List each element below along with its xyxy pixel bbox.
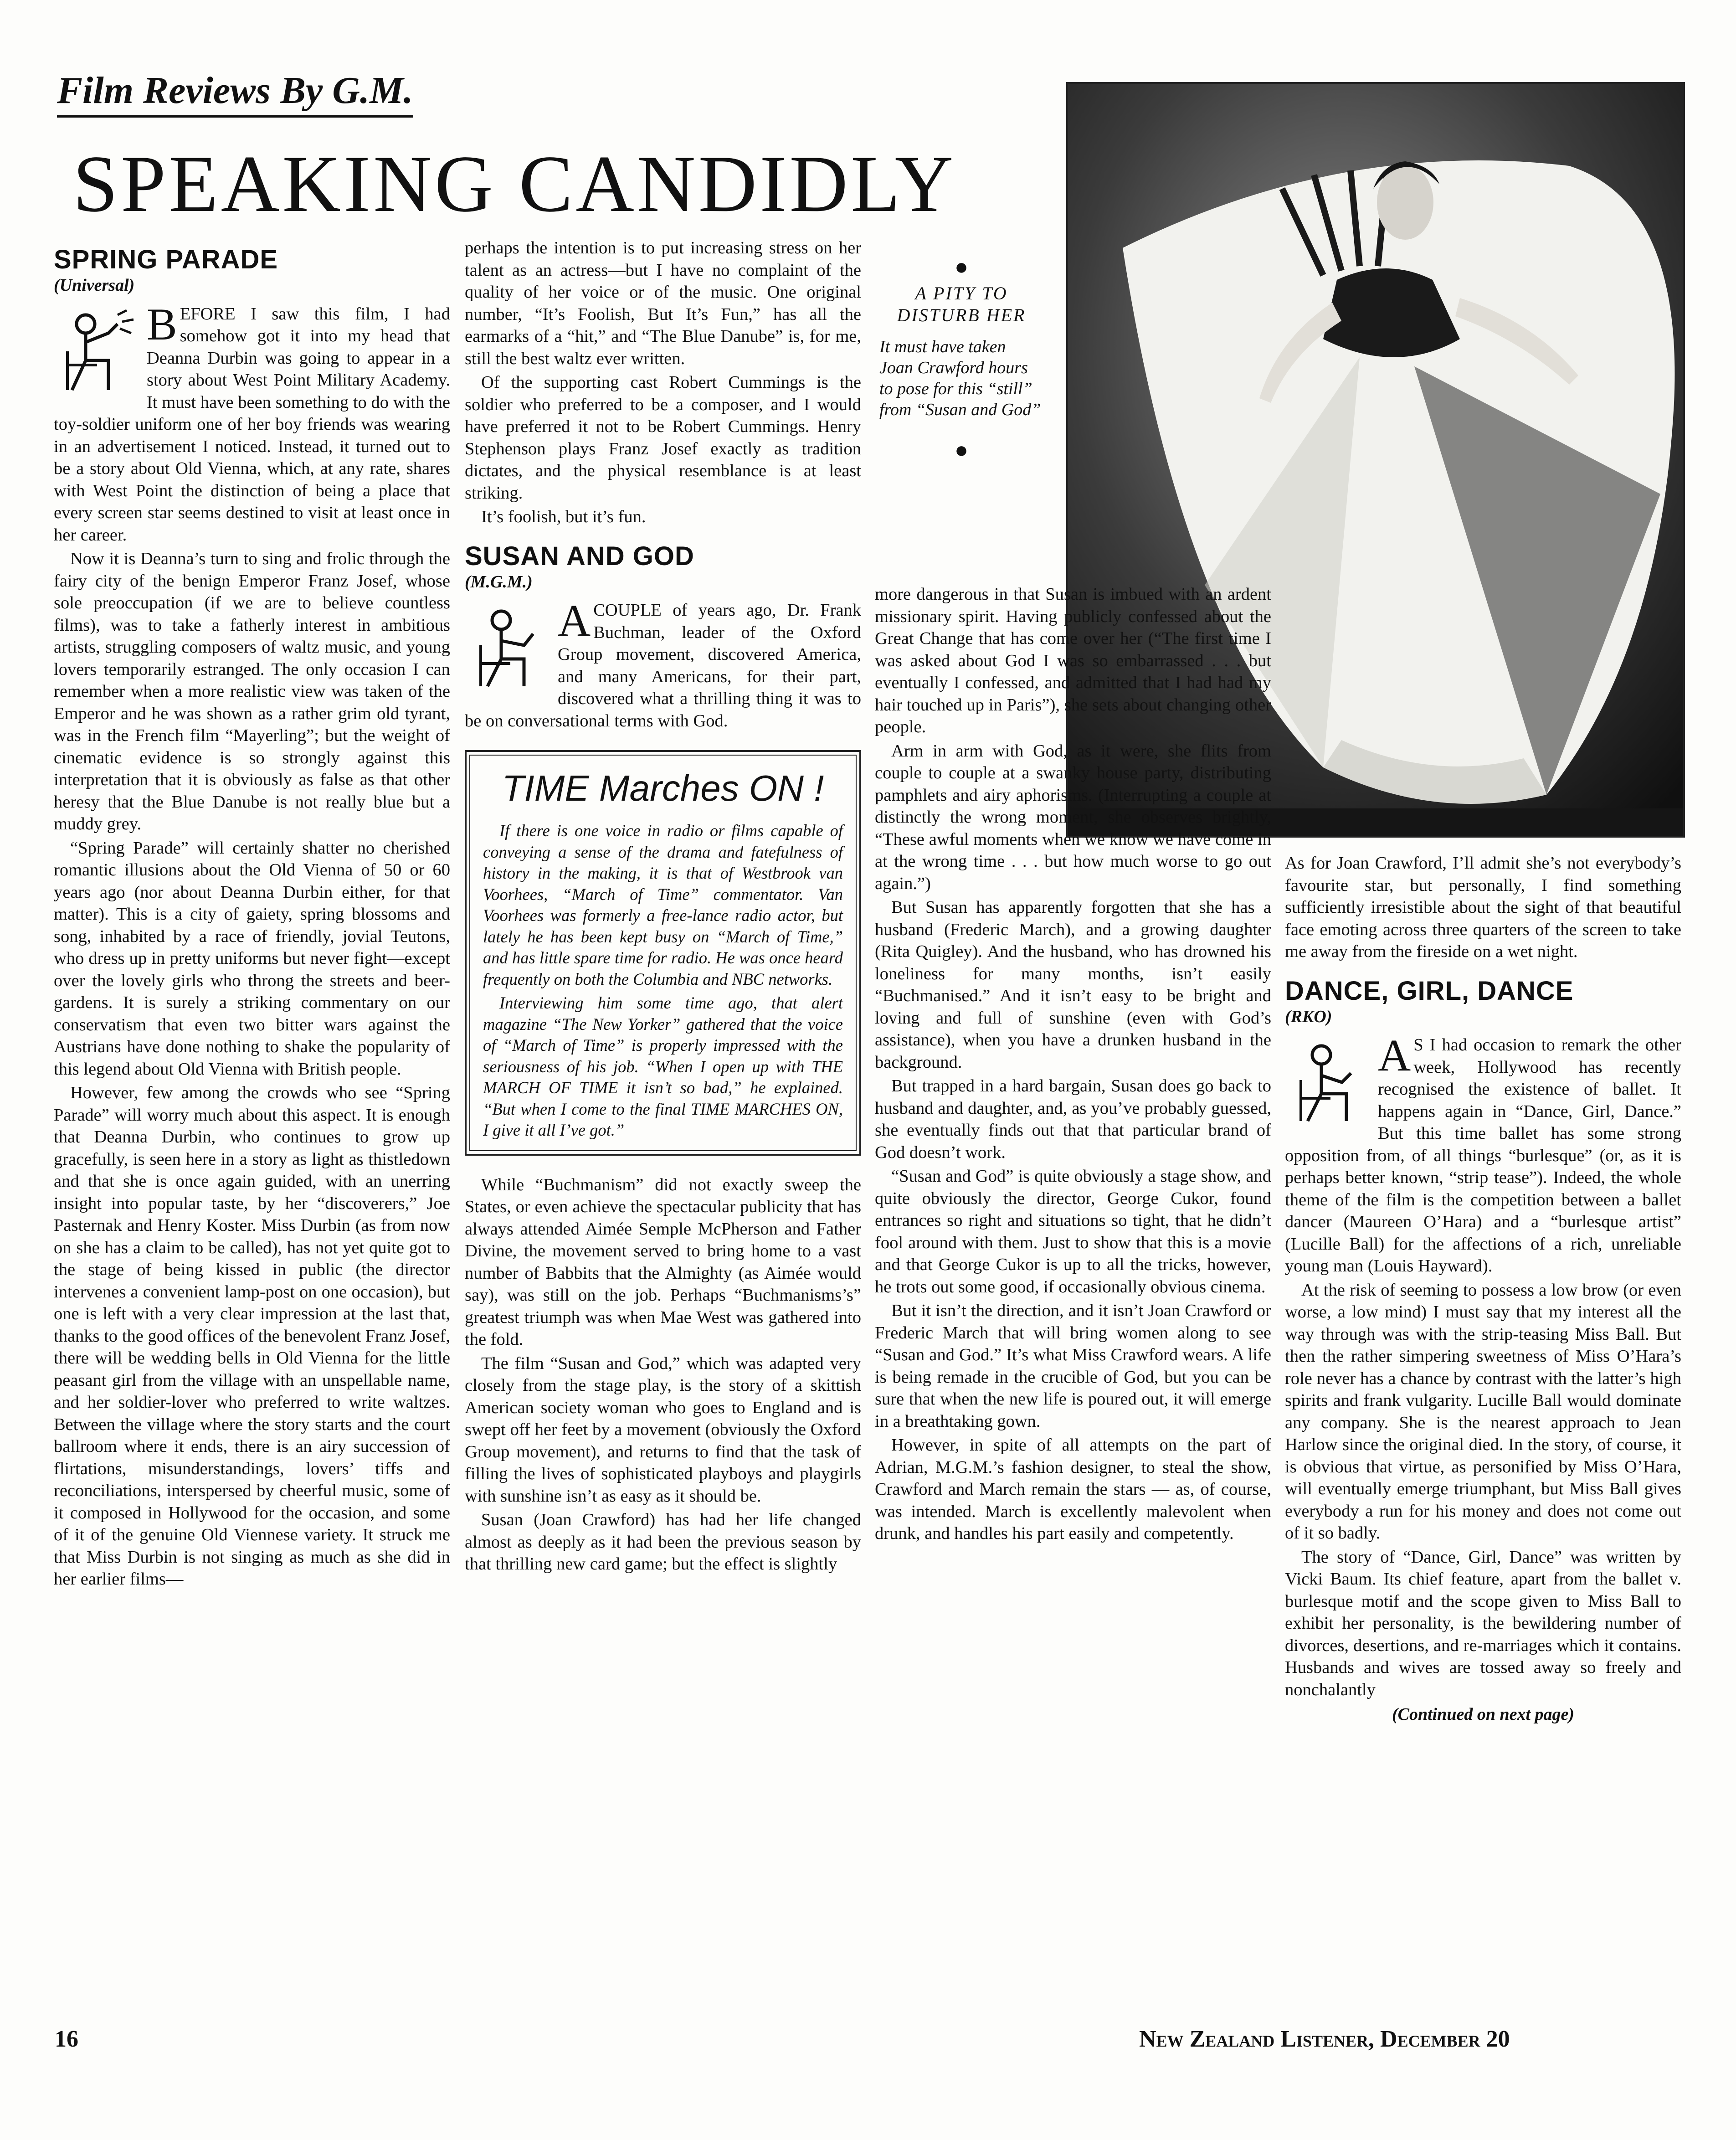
spring-parade-p5: perhaps the intention is to put increasing stress on her talent as an actress—but I have no complaint of the quality of her voice or of the music. One original number, “It’s Foolish, But It’s Fun,” has all the earmarks of a “hit,” and “The Blue Danube” is, for me, still the best waltz ever written. — [465, 238, 861, 368]
column-1 — [54, 237, 450, 2005]
dance-girl-dance-title: DANCE, GIRL, DANCE — [1285, 976, 1574, 1006]
seated-reviewer-icon — [54, 306, 140, 397]
time-marches-on-box — [465, 750, 861, 1156]
caption-bullet-bottom: ● — [954, 437, 969, 463]
susan-and-god-studio: (M.G.M.) — [465, 572, 533, 592]
spring-parade-p1: EFORE I saw this film, I had somehow got it into my head that Deanna Durbin was going to appear in a story about West Point Military Academy. It must have been something to do with the toy-soldier uniform one of her boy friends was wearing in an advertisement I noticed. Instead, it turned out to be a story about Old Vienna, which, at any rate, shares with West Point the distinction of being a place that every screen star seems destined to visit at least once in her career. — [54, 304, 450, 545]
susan-and-god-p10: But it isn’t the direction, and it isn’t Joan Crawford or Frederic March that will bring women along to see “Susan and God.” It’s what Miss Crawford wears. A life is being remade in the crucible of God, but you can be sure that when the new life is poured out, it will emerge in a breathtaking gown. — [875, 1301, 1271, 1431]
spring-parade-title: SPRING PARADE — [54, 245, 278, 274]
susan-and-god-p5: more dangerous in that Susan is imbued with an ardent missionary spirit. Having publicly confessed about the Great Change that has come over her (“The first time I was asked about God I was so embarrassed . . . but eventually I confessed, and admitted that I had had my hair touched up in Paris”), she sets about changing other people. — [875, 585, 1271, 736]
susan-and-god-p11: However, in spite of all attempts on the part of Adrian, M.G.M.’s fashion designer, to steal the show, Crawford and March remain the stars — as, of course, was intended. March is excellently malevolent when drunk, and handles his part easily and competently. — [875, 1435, 1271, 1543]
spring-parade-p6: Of the supporting cast Robert Cummings is the soldier who preferred to be a composer, and I would have preferred it not to be Robert Cummings. Henry Stephenson plays Franz Josef exactly as tradition dictates, and the physical resemblance is at least striking. — [465, 373, 861, 503]
photo-caption — [879, 255, 1043, 461]
susan-and-god-p12: As for Joan Crawford, I’ll admit she’s not everybody’s favourite star, but personally, I find something sufficiently irresistible about the sight of that beautiful face emoting across three quarters of the screen to take me away from the fireside on a wet night. — [1285, 854, 1681, 961]
seated-writer-icon — [1285, 1037, 1371, 1128]
spring-parade-p4: However, few among the crowds who see “Spring Parade” will worry much about this aspect. It is enough that Deanna Durbin, who continues to grow up gracefully, is seen here in a story as light as thistledown and that she is once again guided, with an unerring insight into popular taste, by her “discoverers,” Joe Pasternak and Henry Koster. Miss Durbin (as from now on she has a claim to be called), has not yet quite got to the stage of being kissed in public (the director intervenes a convenient lamp-post on one occasion), but one is left with a very clear impression at the last that, thanks to the good offices of the benevolent Franz Josef, there will be wedding bells in Old Vienna for the little peasant girl from the village with an unspellable name, and her soldier-lover who preferred to write waltzes. Between the village where the story starts and the court ballroom where it ends, there is an airy succession of flirtations, misunderstandings, lovers’ tiffs and reconciliations, interspersed by cheerful music, some of it composed in Hollywood for the occasion, and some of it of the genuine Old Viennese variety. It struck me that Miss Durbin is not singing as much as she did in her earlier films— — [54, 1083, 450, 1589]
susan-and-god-dropcap: A — [558, 595, 591, 646]
spring-parade-dropcap: B — [147, 298, 177, 350]
caption-title: A PITY TO DISTURB HER — [897, 283, 1026, 325]
susan-and-god-p3: The film “Susan and God,” which was adapted very closely from the stage play, is the story of a skittish American society woman who goes to England and is swept off her feet by a movement (obviously the Oxford Group movement), and returns to find that the task of filling the lives of sophisticated playboys and playgirls with sunshine isn’t as easy as it should be. — [465, 1353, 861, 1506]
time-marches-on-title: TIME Marches ON ! — [502, 768, 824, 808]
susan-and-god-p9: “Susan and God” is quite obviously a stage show, and quite obviously the director, George Cukor, found entrances so right and situations so tight, that he didn’t fool around with them. Just to show that this is a movie and that George Cukor is up to all the tricks, however, he trots out some good, if occasionally obvious cinema. — [875, 1167, 1271, 1296]
time-marches-on-p1: If there is one voice in radio or films capable of conveying a sense of the drama and fatefulness of history in the making, it is that of Westbrook van Voorhees, “March of Time” commentator. Van Voorhees was formerly a free-lance radio actor, but lately he has been kept busy on “March of Time,” and has little spare time for radio. He was once heard frequently on both the Columbia and NBC networks. — [483, 821, 843, 988]
spring-parade-studio: (Universal) — [54, 276, 135, 295]
susan-and-god-title: SUSAN AND GOD — [465, 541, 694, 571]
column-3 — [875, 583, 1271, 2005]
caption-bullet-top: ● — [954, 254, 969, 279]
spring-parade-p7: It’s foolish, but it’s fun. — [481, 507, 646, 526]
spring-parade-p2: Now it is Deanna’s turn to sing and frolic through the fairy city of the benign Emperor Franz Josef, whose sole preoccupation (if we are to believe countless films), was to take a fatherly interest in ambitious artists, struggling composers of waltz music, and young lovers temporarily estranged. The only occasion I can remember when a more realistic view was taken of the Emperor and he was shown as a rather grim old tyrant, was in the French film “Mayerling”; but the weight of cinematic evidence is so strongly against this interpretation that it is obviously as false as that other heresy that the Blue Danube is not really blue but a muddy grey. — [54, 549, 450, 833]
dance-girl-dance-p3: The story of “Dance, Girl, Dance” was written by Vicki Baum. Its chief feature, apart from the ballet v. burlesque motif and the scope given to Miss Ball to exhibit her personality, is the bewildering number of divorces, desertions, and re-marriages which it contains. Husbands and wives are tossed away so freely and nonchalantly — [1285, 1547, 1681, 1699]
column-2 — [465, 237, 861, 2005]
section-kicker: Film Reviews By G.M. — [57, 68, 413, 118]
susan-and-god-p4: Susan (Joan Crawford) has had her life changed almost as deeply as it had been the previous season by that thrilling new card game; but the effect is slightly — [465, 1510, 861, 1574]
susan-and-god-p2: While “Buchmanism” did not exactly sweep the States, or even achieve the spectacular publicity that has always attended Aimée Semple McPherson and Father Divine, the movement served to bring home to a vast number of Babbits that the Almighty (as Aimée would say), was still on the job. Perhaps “Buchmanisms’s” greatest triumph was when Mae West was gathered into the fold. — [465, 1175, 861, 1349]
susan-and-god-p7: But Susan has apparently forgotten that she has a husband (Frederic March), and a growing daughter (Rita Quigley). And the husband, who has drowned his loneliness for many months, isn’t easily “Buchmanised.” And it isn’t easy to be bright and loving and full of sunshine (even with God’s assistance), when you have a drunken husband in the background. — [875, 898, 1271, 1072]
seated-reader-icon — [465, 602, 551, 693]
page-headline: SPEAKING CANDIDLY — [73, 139, 956, 229]
time-marches-on-p2: Interviewing him some time ago, that alert magazine “The New Yorker” gathered that the voice of “March of Time” is properly impressed with the seriousness of his job. “When I open up with THE MARCH OF TIME it isn’t so bad,” he explained. “But when I come to the final TIME MARCHES ON, I give it all I’ve got.” — [483, 993, 843, 1139]
page-number: 16 — [55, 2026, 78, 2052]
spring-parade-p3: “Spring Parade” will certainly shatter no cherished romantic illusions about the Old Vienna of 50 or 60 years ago (nor about Deanna Durbin either, for that matter). This is a city of gaiety, spring blossoms and song, inhabited by a race of friendly, jovial Teutons, who dress up in pretty uniforms but never fight—except over the lovely girls who throng the streets and beer-gardens. It is surely a striking commentary on our conservatism that even two bitter wars against the Austrians have done nothing to shake the popularity of this legend about Old Vienna with British people. — [54, 838, 450, 1079]
dance-girl-dance-p2: At the risk of seeming to possess a low brow (or even worse, a low mind) I must say that my interest all the way through was with the strip-teasing Miss Ball. But then the rather simpering sweetness of Miss O’Hara’s role never has a chance by contrast with the latter’s high spirits and frank vulgarity. Lucille Ball would dominate any company. She is the nearest approach to Jean Harlow since the original died. In the story, of course, it is obvious that virtue, as personified by Miss O’Hara, will eventually emerge triumphant, but Miss Ball gives everybody a run for his money and does not come out of it so badly. — [1285, 1280, 1681, 1543]
dance-girl-dance-studio: (RKO) — [1285, 1007, 1332, 1026]
dance-girl-dance-p1: S I had occasion to remark the other week, Hollywood has recently recognised the existence of ballet. It happens again in “Dance, Girl, Dance.” But this time ballet has some strong opposition from, of all things “burlesque” (or, as it is perhaps better known, “strip tease”). Indeed, the whole theme of the film is the competition between a ballet dancer (Maureen O’Hara) and a “burlesque artist” (Lucille Ball) for the affections of a rich, unreliable young man (Louis Hayward). — [1285, 1035, 1681, 1276]
susan-and-god-p8: But trapped in a hard bargain, Susan does go back to husband and daughter, and, as you’ve probably guessed, she eventually finds out that that particular brand of God doesn’t work. — [875, 1076, 1271, 1162]
susan-and-god-p6: Arm in arm with God, as it were, she flits from couple to couple at a swanky house party, distributing pamphlets and airy aphorisms. (Interrupting a couple at distinctly the wrong moment, she observes brightly, “These awful moments when we know we have come in at the wrong time . . . but how much worse to go out again.”) — [875, 741, 1271, 893]
caption-body: It must have taken Joan Crawford hours to pose for this “still” from “Susan and God” — [879, 337, 1041, 419]
publication-footer: New Zealand Listener, December 20 — [1139, 2026, 1510, 2052]
column-4 — [1285, 852, 1681, 2001]
susan-and-god-p1: COUPLE of years ago, Dr. Frank Buchman, leader of the Oxford Group movement, discovered America, and many Americans, for their part, discovered what a thrilling thing it was to be on conversational terms with God. — [465, 601, 861, 730]
dance-girl-dance-dropcap: A — [1378, 1030, 1411, 1080]
continued-note: (Continued on next page) — [1392, 1705, 1575, 1724]
